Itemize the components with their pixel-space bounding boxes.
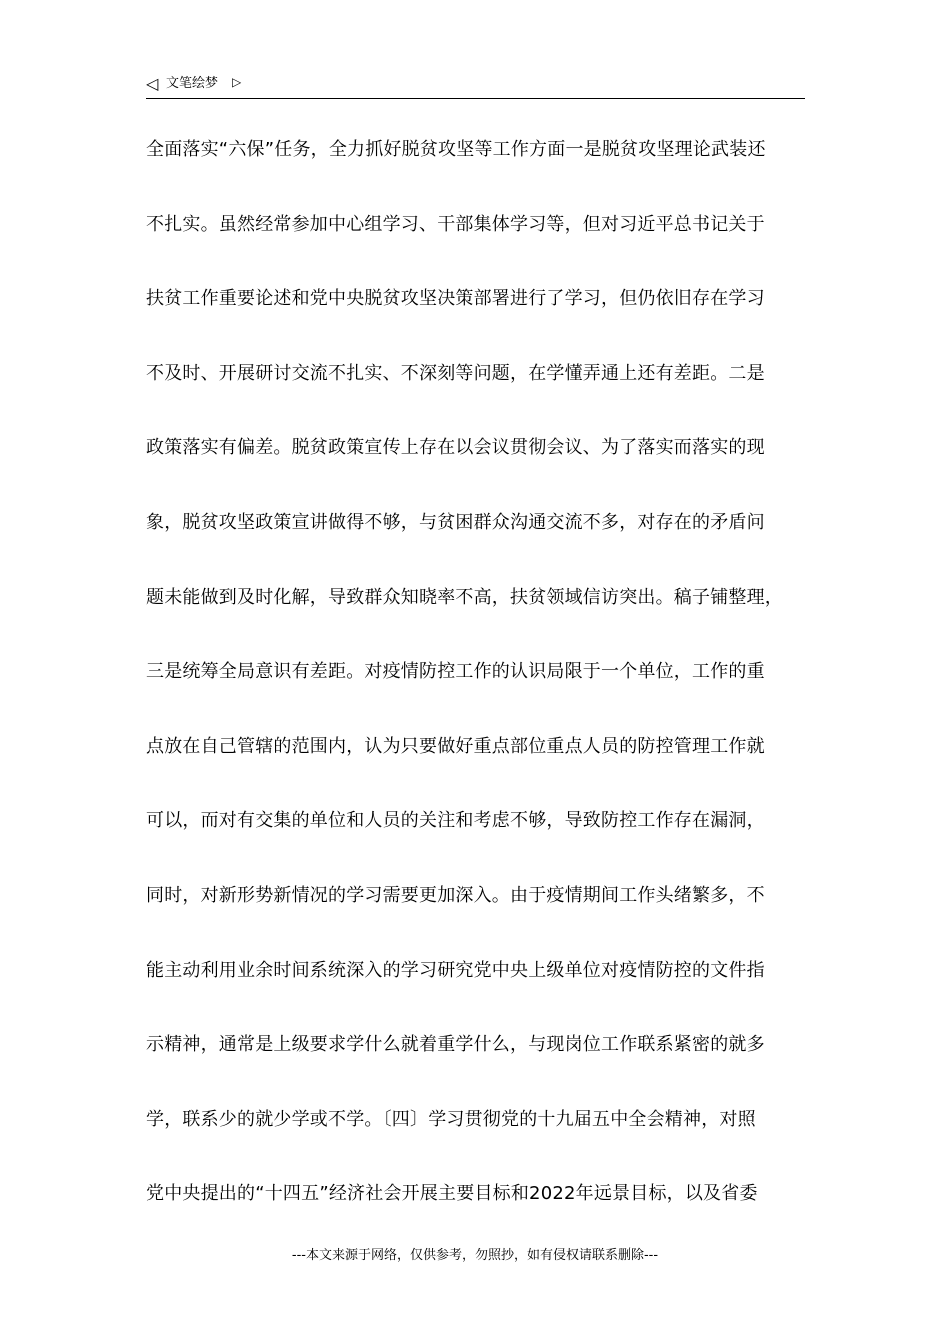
text-line: 党中央提出的“十四五”经济社会开展主要目标和2022年远景目标，以及省委 [146, 1183, 758, 1205]
page-header [146, 74, 805, 99]
page-footer: ---本文来源于网络，仅供参考，勿照抄，如有侵权请联系删除--- [291, 1248, 659, 1263]
text-line: 象，脱贫攻坚政策宣讲做得不够，与贫困群众沟通交流不多，对存在的矛盾问 [146, 511, 765, 533]
document-body [146, 132, 811, 1251]
text-line: 不扎实。虽然经常参加中心组学习、干部集体学习等，但对习近平总书记关于 [146, 213, 765, 235]
text-line: 能主动利用业余时间系统深入的学习研究党中央上级单位对疫情防控的文件指 [146, 959, 765, 981]
text-line: 全面落实“六保”任务，全力抓好脱贫攻坚等工作方面一是脱贫攻坚理论武装还 [146, 139, 766, 160]
header-title: 文笔绘梦 [166, 76, 219, 91]
text-line: 扶贫工作重要论述和党中央脱贫攻坚决策部署进行了学习，但仍依旧存在学习 [146, 288, 765, 310]
text-line: 可以，而对有交集的单位和人员的关注和考虑不够，导致防控工作存在漏洞， [146, 810, 765, 832]
text-line: 政策落实有偏差。脱贫政策宣传上存在以会议贯彻会议、为了落实而落实的现 [146, 437, 765, 459]
text-line: 三是统筹全局意识有差距。对疫情防控工作的认识局限于一个单位，工作的重 [146, 661, 765, 683]
triangle-left-icon: ◁ [146, 74, 159, 93]
triangle-right-icon: ▷ [232, 75, 242, 89]
text-line: 不及时、开展研讨交流不扎实、不深刻等问题，在学懂弄通上还有差距。二是 [146, 362, 765, 384]
text-line: 同时，对新形势新情况的学习需要更加深入。由于疫情期间工作头绪繁多，不 [146, 884, 765, 906]
text-line: 示精神，通常是上级要求学什么就着重学什么，与现岗位工作联系紧密的就多 [146, 1034, 765, 1056]
text-line: 学，联系少的就少学或不学。〔四〕学习贯彻党的十九届五中全会精神，对照 [146, 1108, 756, 1130]
text-line: 题未能做到及时化解，导致群众知晓率不高，扶贫领域信访突出。稿子铺整理， [146, 586, 783, 608]
text-line: 点放在自己管辖的范围内，认为只要做好重点部位重点人员的防控管理工作就 [146, 735, 765, 757]
